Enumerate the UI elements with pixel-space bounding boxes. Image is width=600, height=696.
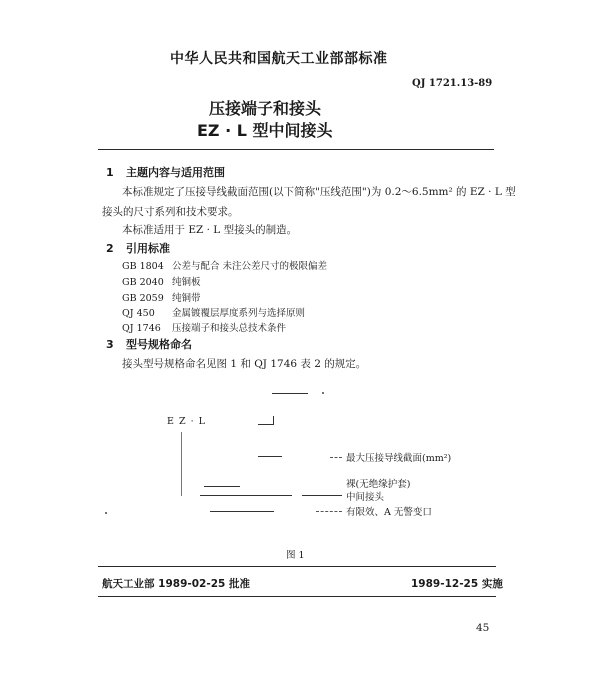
section-1-paragraph-1-line-1: 本标准规定了压接导线截面范围(以下简称"压线范围")为 0.2～6.5mm² 的 EZ · L 型 [122, 186, 516, 198]
scan-speck [105, 512, 107, 514]
document-subtitle: EZ · L 型中间接头 [197, 121, 333, 140]
reference-item: GB 2059 纯铜带 [122, 293, 201, 304]
section-3-paragraph: 接头型号规格命名见图 1 和 QJ 1746 表 2 的规定。 [122, 358, 367, 370]
figure-top-line [272, 393, 308, 394]
reference-item: GB 2040 纯铜板 [122, 277, 201, 288]
section-2-heading: 2 引用标准 [106, 242, 170, 255]
figure-caption: 图 1 [286, 550, 305, 561]
footer-divider [98, 566, 496, 567]
section-3-heading: 3 型号规格命名 [106, 338, 192, 351]
standard-number: QJ 1721.13-89 [412, 78, 493, 89]
label-bare-no-sleeve: 裸(无绝缘护套) [346, 479, 411, 490]
section-1-heading: 1 主题内容与适用范围 [106, 166, 225, 179]
leader-line-3 [200, 495, 292, 496]
approval-date: 航天工业部 1989-02-25 批准 [102, 578, 250, 590]
issuing-organization: 中华人民共和国航天工业部部标准 [170, 51, 388, 67]
section-1-paragraph-1-line-2: 接头的尺寸系列和技术要求。 [102, 206, 239, 218]
reference-item: QJ 1746 压接端子和接头总技术条件 [122, 323, 287, 334]
section-1-paragraph-2: 本标准适用于 EZ · L 型接头的制造。 [122, 224, 298, 236]
leader-line-1 [258, 456, 282, 457]
page-number: 45 [476, 622, 490, 634]
designation-box-bottom [258, 424, 274, 425]
leader-line-2 [204, 486, 240, 487]
designation-code: E Z · L [167, 416, 206, 427]
leader-dash-1 [330, 457, 342, 458]
leader-vertical [181, 432, 182, 496]
label-notch: 有限效、A 无警变口 [346, 507, 432, 518]
document-title: 压接端子和接头 [209, 99, 322, 118]
designation-box-side [273, 416, 274, 425]
scan-speck [322, 392, 324, 394]
label-max-crimp-section: 最大压接导线截面(mm²) [346, 453, 452, 464]
label-splice: 中间接头 [346, 492, 385, 503]
leader-line-4 [210, 511, 274, 512]
leader-dash-4 [316, 511, 342, 512]
reference-item: QJ 450 金属镀覆层厚度系列与选择原则 [122, 308, 306, 319]
footer-bottom-divider [98, 596, 496, 597]
leader-line-3b [302, 495, 342, 496]
header-divider [98, 149, 494, 150]
reference-item: GB 1804 公差与配合 未注公差尺寸的极限偏差 [122, 261, 328, 272]
implementation-date: 1989-12-25 实施 [411, 578, 503, 590]
